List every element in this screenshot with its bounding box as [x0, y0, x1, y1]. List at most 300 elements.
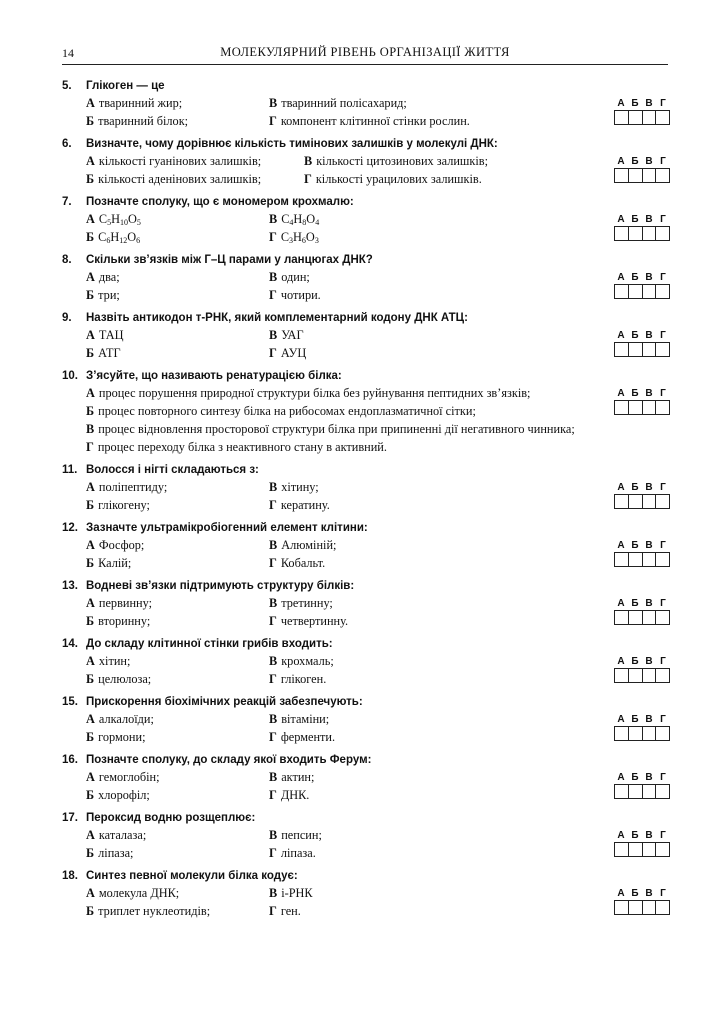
answer-option: [86, 384, 530, 402]
answer-option: [86, 786, 269, 804]
question-number: 16.: [62, 754, 78, 766]
question-number: 8.: [62, 254, 72, 266]
answer-checkbox[interactable]: [656, 843, 669, 856]
question-number: 18.: [62, 870, 78, 882]
answer-option: [304, 170, 482, 188]
question-number: 12.: [62, 522, 78, 534]
question-line: [62, 462, 670, 478]
answer-grid-label: Г: [660, 540, 666, 551]
question-text: Назвіть антикодон т-РНК, який комплементарний кодону ДНК АТЦ:: [86, 312, 468, 324]
question-text: Зазначте ультрамікробіогенний елемент клітини:: [86, 522, 368, 534]
option-letter: В: [269, 654, 278, 668]
answer-grid-label: А: [617, 714, 625, 725]
option-text: Калій;: [98, 556, 132, 570]
answer-grid-label: Г: [660, 98, 666, 109]
option-text: третинну;: [281, 596, 333, 610]
answer-checkbox[interactable]: [629, 785, 643, 798]
option-text: крохмаль;: [281, 654, 334, 668]
answer-checkbox[interactable]: [629, 285, 643, 298]
answer-grid-label: Б: [631, 656, 639, 667]
option-letter: Б: [86, 788, 95, 802]
answer-checkbox[interactable]: [643, 401, 657, 414]
answer-grid-label: Г: [660, 272, 666, 283]
answer-option: [269, 594, 333, 612]
answer-option: [86, 94, 269, 112]
answer-grid-label: В: [645, 772, 653, 783]
question-block: [62, 578, 670, 630]
answer-grid-labels: [614, 272, 670, 284]
option-letter: А: [86, 154, 95, 168]
question-text: Прискорення біохімічних реакцій забезпечують:: [86, 696, 363, 708]
option-text: хлорофіл;: [98, 788, 150, 802]
option-letter: В: [269, 886, 278, 900]
answer-option: [86, 286, 269, 304]
answer-checkbox[interactable]: [643, 611, 657, 624]
answer-grid-boxes: [614, 494, 670, 509]
answer-grid-label: А: [617, 482, 625, 493]
answer-grid-label: В: [645, 156, 653, 167]
option-text: процес відновлення просторової структури білка при припиненні дії негативного чинника;: [98, 422, 575, 436]
option-row: [86, 594, 670, 612]
answer-option: [86, 826, 269, 844]
answer-option: [86, 902, 269, 920]
option-letter: В: [304, 154, 313, 168]
option-letter: В: [269, 770, 278, 784]
option-text: ферменти.: [280, 730, 336, 744]
question-number: 6.: [62, 138, 72, 150]
answer-options: [86, 768, 670, 804]
answer-checkbox[interactable]: [615, 785, 629, 798]
answer-option: [269, 536, 336, 554]
option-letter: В: [269, 212, 278, 226]
answer-grid-label: Б: [631, 98, 639, 109]
answer-checkbox[interactable]: [656, 285, 669, 298]
answer-option: [86, 728, 269, 746]
option-text: кількості цитозинових залишків;: [316, 154, 488, 168]
question-line: [62, 578, 670, 594]
option-text: Кобальт.: [280, 556, 326, 570]
option-text: чотири.: [280, 288, 321, 302]
answer-checkbox[interactable]: [656, 227, 669, 240]
answer-checkbox[interactable]: [643, 727, 657, 740]
option-text: ДНК.: [280, 788, 310, 802]
option-text: молекула ДНК;: [98, 886, 180, 900]
answer-option: [269, 496, 330, 514]
answer-checkbox[interactable]: [615, 495, 629, 508]
answer-checkbox[interactable]: [629, 227, 643, 240]
answer-checkbox[interactable]: [643, 785, 657, 798]
answer-option: [86, 152, 304, 170]
answer-option: [269, 884, 313, 902]
option-row: [86, 554, 670, 572]
answer-checkbox[interactable]: [629, 611, 643, 624]
option-letter: Б: [86, 230, 95, 244]
answer-option: [269, 478, 319, 496]
option-row: [86, 438, 670, 456]
question-line: [62, 310, 670, 326]
answer-checkbox[interactable]: [615, 843, 629, 856]
answer-grid-label: А: [617, 214, 625, 225]
answer-option: [269, 786, 309, 804]
question-block: [62, 462, 670, 514]
question-line: [62, 520, 670, 536]
question-line: [62, 136, 670, 152]
answer-grid-labels: [614, 540, 670, 552]
answer-grid-label: А: [617, 598, 625, 609]
answer-option: [86, 326, 269, 344]
option-letter: А: [86, 386, 95, 400]
option-letter: А: [86, 96, 95, 110]
answer-grid-label: В: [645, 888, 653, 899]
answer-checkbox[interactable]: [615, 343, 629, 356]
answer-option: [269, 612, 348, 630]
answer-grid-label: Б: [631, 540, 639, 551]
option-letter: А: [86, 538, 95, 552]
question-text: Позначте сполуку, до складу якої входить Ферум:: [86, 754, 372, 766]
question-line: [62, 636, 670, 652]
option-letter: Б: [86, 288, 95, 302]
option-row: [86, 94, 670, 112]
option-letter: А: [86, 596, 95, 610]
answer-checkbox[interactable]: [656, 111, 669, 124]
answer-checkbox[interactable]: [615, 553, 629, 566]
answer-grid-labels: [614, 98, 670, 110]
answer-checkbox[interactable]: [615, 169, 629, 182]
option-text: процес порушення природної структури білка без руйнування пептидних зв’язків;: [98, 386, 531, 400]
option-text: глікогену;: [98, 498, 150, 512]
answer-grid-labels: [614, 714, 670, 726]
answer-grid-labels: [614, 772, 670, 784]
question-number: 5.: [62, 80, 72, 92]
answer-options: [86, 268, 670, 304]
question-list: [62, 78, 670, 926]
option-letter: Г: [269, 346, 277, 360]
question-block: [62, 368, 670, 456]
answer-grid-labels: [614, 598, 670, 610]
answer-option: [86, 884, 269, 902]
answer-grid: [614, 772, 670, 799]
answer-grid-label: А: [617, 888, 625, 899]
answer-checkbox[interactable]: [656, 727, 669, 740]
question-text: Водневі зв’язки підтримують структуру білків:: [86, 580, 355, 592]
answer-option: [86, 670, 269, 688]
question-line: [62, 752, 670, 768]
question-number: 7.: [62, 196, 72, 208]
answer-grid-boxes: [614, 110, 670, 125]
option-row: [86, 326, 670, 344]
option-row: [86, 536, 670, 554]
answer-checkbox[interactable]: [643, 169, 657, 182]
option-letter: В: [269, 712, 278, 726]
answer-checkbox[interactable]: [643, 343, 657, 356]
option-row: [86, 478, 670, 496]
answer-option: [269, 344, 306, 362]
answer-grid-boxes: [614, 226, 670, 241]
answer-checkbox[interactable]: [615, 227, 629, 240]
question-number: 17.: [62, 812, 78, 824]
answer-grid-label: Б: [631, 482, 639, 493]
option-text: гормони;: [98, 730, 146, 744]
answer-options: [86, 536, 670, 572]
option-text: АТГ: [98, 346, 121, 360]
answer-option: [269, 554, 325, 572]
answer-grid-label: Г: [660, 830, 666, 841]
answer-option: [86, 652, 269, 670]
answer-option: [269, 710, 329, 728]
question-line: [62, 78, 670, 94]
answer-grid-label: А: [617, 388, 625, 399]
option-text: $C_5H_{10}O_5$: [98, 212, 141, 227]
question-block: [62, 810, 670, 862]
option-letter: Г: [269, 730, 277, 744]
option-letter: А: [86, 480, 95, 494]
option-letter: Б: [86, 114, 95, 128]
answer-checkbox[interactable]: [656, 669, 669, 682]
option-text: тваринний жир;: [98, 96, 183, 110]
question-block: [62, 636, 670, 688]
option-text: ліпаза.: [280, 846, 316, 860]
answer-grid-boxes: [614, 726, 670, 741]
answer-grid-boxes: [614, 342, 670, 357]
answer-grid-label: Г: [660, 598, 666, 609]
answer-checkbox[interactable]: [643, 227, 657, 240]
question-block: [62, 868, 670, 920]
option-letter: Б: [86, 672, 95, 686]
answer-checkbox[interactable]: [629, 495, 643, 508]
option-text: триплет нуклеотидів;: [98, 904, 211, 918]
option-row: [86, 344, 670, 362]
question-text: Волосся і нігті складаються з:: [86, 464, 259, 476]
answer-option: [269, 902, 301, 920]
option-text: целюлоза;: [98, 672, 152, 686]
option-letter: В: [269, 96, 278, 110]
option-letter: Г: [86, 440, 94, 454]
option-text: каталаза;: [98, 828, 147, 842]
answer-checkbox[interactable]: [615, 727, 629, 740]
answer-grid-label: Г: [660, 388, 666, 399]
option-text: глікоген.: [280, 672, 327, 686]
option-letter: Г: [269, 556, 277, 570]
option-letter: А: [86, 712, 95, 726]
answer-grid: [614, 656, 670, 683]
answer-option: [304, 152, 488, 170]
question-number: 14.: [62, 638, 78, 650]
answer-grid-labels: [614, 888, 670, 900]
answer-options: [86, 326, 670, 362]
answer-option: [269, 652, 334, 670]
option-letter: Б: [86, 730, 95, 744]
option-text: кількості аденінових залишків;: [98, 172, 262, 186]
option-row: [86, 420, 670, 438]
answer-grid-label: А: [617, 540, 625, 551]
option-letter: Г: [269, 788, 277, 802]
question-text: Глікоген — це: [86, 80, 165, 92]
answer-grid-boxes: [614, 900, 670, 915]
option-letter: Б: [86, 172, 95, 186]
question-text: Пероксид водню розщеплює:: [86, 812, 256, 824]
answer-checkbox[interactable]: [629, 111, 643, 124]
option-text: кератину.: [280, 498, 330, 512]
question-block: [62, 252, 670, 304]
answer-grid-labels: [614, 656, 670, 668]
answer-grid: [614, 830, 670, 857]
option-text: Фосфор;: [98, 538, 145, 552]
question-line: [62, 252, 670, 268]
option-text: первинну;: [98, 596, 153, 610]
answer-option: [86, 554, 269, 572]
option-text: Алюміній;: [281, 538, 337, 552]
option-letter: А: [86, 770, 95, 784]
answer-option: [269, 112, 470, 130]
option-row: [86, 902, 670, 920]
answer-grid-label: В: [645, 98, 653, 109]
answer-checkbox[interactable]: [615, 669, 629, 682]
option-text: ТАЦ: [98, 328, 124, 342]
answer-checkbox[interactable]: [615, 111, 629, 124]
answer-grid: [614, 330, 670, 357]
option-letter: Б: [86, 346, 95, 360]
option-letter: Г: [269, 498, 277, 512]
option-row: [86, 402, 670, 420]
question-number: 9.: [62, 312, 72, 324]
answer-grid-labels: [614, 830, 670, 842]
option-letter: В: [269, 828, 278, 842]
answer-checkbox[interactable]: [656, 169, 669, 182]
answer-grid-label: В: [645, 598, 653, 609]
option-letter: Б: [86, 614, 95, 628]
answer-checkbox[interactable]: [629, 727, 643, 740]
answer-checkbox[interactable]: [615, 401, 629, 414]
answer-grid-label: В: [645, 214, 653, 225]
answer-option: [86, 478, 269, 496]
option-row: [86, 728, 670, 746]
question-text: Синтез певної молекули білка кодує:: [86, 870, 298, 882]
question-block: [62, 310, 670, 362]
answer-options: [86, 152, 670, 188]
answer-options: [86, 884, 670, 920]
answer-checkbox[interactable]: [629, 401, 643, 414]
answer-checkbox[interactable]: [629, 901, 643, 914]
answer-grid-label: Б: [631, 714, 639, 725]
option-text: два;: [98, 270, 120, 284]
answer-checkbox[interactable]: [629, 669, 643, 682]
answer-grid: [614, 272, 670, 299]
answer-grid-boxes: [614, 610, 670, 625]
answer-checkbox[interactable]: [643, 553, 657, 566]
option-text: четвертинну.: [280, 614, 349, 628]
answer-checkbox[interactable]: [656, 785, 669, 798]
answer-checkbox[interactable]: [629, 843, 643, 856]
answer-grid-boxes: [614, 168, 670, 183]
answer-option: [86, 612, 269, 630]
answer-grid-label: Г: [660, 214, 666, 225]
option-row: [86, 496, 670, 514]
answer-checkbox[interactable]: [615, 611, 629, 624]
option-row: [86, 652, 670, 670]
answer-options: [86, 210, 670, 246]
answer-grid-label: Б: [631, 830, 639, 841]
answer-grid-label: Б: [631, 598, 639, 609]
answer-checkbox[interactable]: [643, 111, 657, 124]
answer-checkbox[interactable]: [656, 401, 669, 414]
question-line: [62, 694, 670, 710]
option-row: [86, 228, 670, 246]
answer-checkbox[interactable]: [656, 553, 669, 566]
answer-option: [86, 594, 269, 612]
answer-grid-boxes: [614, 842, 670, 857]
answer-option: [86, 844, 269, 862]
answer-checkbox[interactable]: [656, 901, 669, 914]
option-text: три;: [98, 288, 120, 302]
answer-grid-label: А: [617, 98, 625, 109]
answer-checkbox[interactable]: [643, 495, 657, 508]
answer-checkbox[interactable]: [629, 343, 643, 356]
option-letter: А: [86, 328, 95, 342]
answer-grid-boxes: [614, 552, 670, 567]
option-text: $C_4H_8O_4$: [281, 212, 320, 227]
answer-checkbox[interactable]: [643, 843, 657, 856]
answer-grid-label: В: [645, 714, 653, 725]
answer-grid: [614, 714, 670, 741]
answer-grid-label: Б: [631, 388, 639, 399]
question-line: [62, 194, 670, 210]
answer-grid-label: А: [617, 156, 625, 167]
answer-option: [86, 420, 575, 438]
option-letter: Г: [269, 288, 277, 302]
answer-checkbox[interactable]: [643, 669, 657, 682]
answer-checkbox[interactable]: [656, 611, 669, 624]
answer-checkbox[interactable]: [615, 901, 629, 914]
answer-grid: [614, 888, 670, 915]
answer-grid-boxes: [614, 400, 670, 415]
option-text: актин;: [281, 770, 315, 784]
option-letter: Б: [86, 904, 95, 918]
answer-checkbox[interactable]: [615, 285, 629, 298]
question-number: 15.: [62, 696, 78, 708]
answer-grid: [614, 540, 670, 567]
answer-options: [86, 478, 670, 514]
option-text: кількості урацилових залишків.: [315, 172, 482, 186]
answer-checkbox[interactable]: [629, 553, 643, 566]
answer-option: [86, 268, 269, 286]
answer-grid-label: В: [645, 830, 653, 841]
option-row: [86, 710, 670, 728]
answer-grid-labels: [614, 214, 670, 226]
option-text: пепсин;: [281, 828, 322, 842]
answer-option: [86, 496, 269, 514]
answer-grid-label: В: [645, 656, 653, 667]
answer-option: [86, 344, 269, 362]
question-line: [62, 810, 670, 826]
answer-checkbox[interactable]: [656, 495, 669, 508]
answer-option: [269, 826, 322, 844]
answer-grid-label: Б: [631, 888, 639, 899]
option-text: $C_6H_{12}O_6$: [98, 230, 141, 245]
option-text: гемоглобін;: [98, 770, 160, 784]
option-letter: А: [86, 886, 95, 900]
question-text: Позначте сполуку, що є мономером крохмалю:: [86, 196, 354, 208]
answer-checkbox[interactable]: [643, 285, 657, 298]
answer-grid-label: Г: [660, 772, 666, 783]
answer-checkbox[interactable]: [656, 343, 669, 356]
option-letter: Б: [86, 404, 95, 418]
option-letter: В: [269, 270, 278, 284]
option-row: [86, 152, 670, 170]
question-block: [62, 520, 670, 572]
answer-checkbox[interactable]: [643, 901, 657, 914]
answer-checkbox[interactable]: [629, 169, 643, 182]
option-row: [86, 112, 670, 130]
